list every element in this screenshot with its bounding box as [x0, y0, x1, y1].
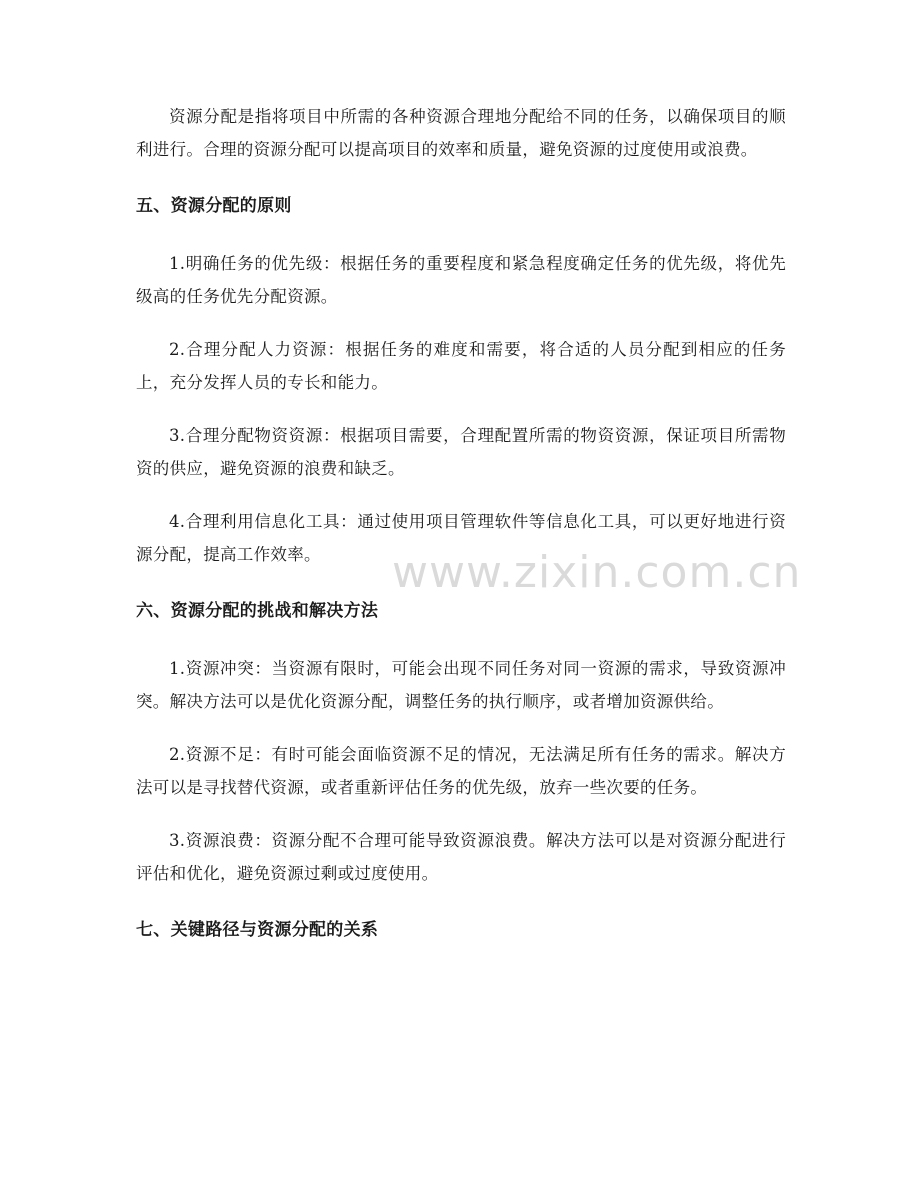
intro-paragraph: 资源分配是指将项目中所需的各种资源合理地分配给不同的任务，以确保项目的顺利进行。合理的资源分配可以提高项目的效率和质量，避免资源的过度使用或浪费。 [136, 107, 786, 159]
principle-item-4: 4.合理利用信息化工具：通过使用项目管理软件等信息化工具，可以更好地进行资源分配，提高工作效率。 [136, 512, 786, 564]
challenge-item-1: 1.资源冲突：当资源有限时，可能会出现不同任务对同一资源的需求，导致资源冲突。解决方法可以是优化资源分配，调整任务的执行顺序，或者增加资源供给。 [136, 659, 786, 711]
principle-item-2: 2.合理分配人力资源：根据任务的难度和需要，将合适的人员分配到相应的任务上，充分发挥人员的专长和能力。 [136, 340, 786, 392]
document-body [136, 100, 786, 971]
watermark: www.zixin.com.cn [392, 547, 802, 598]
challenge-item-3: 3.资源浪费：资源分配不合理可能导致资源浪费。解决方法可以是对资源分配进行评估和优化，避免资源过剩或过度使用。 [136, 831, 786, 883]
principle-item-1: 1.明确任务的优先级：根据任务的重要程度和紧急程度确定任务的优先级，将优先级高的任务优先分配资源。 [136, 254, 786, 306]
section-heading-critical-path: 七、关键路径与资源分配的关系 [136, 920, 379, 940]
section-heading-challenges: 六、资源分配的挑战和解决方法 [136, 601, 379, 621]
principle-item-3: 3.合理分配物资资源：根据项目需要，合理配置所需的物资资源，保证项目所需物资的供应，避免资源的浪费和缺乏。 [136, 426, 786, 478]
section-heading-principles: 五、资源分配的原则 [136, 196, 292, 216]
challenge-item-2: 2.资源不足：有时可能会面临资源不足的情况，无法满足所有任务的需求。解决方法可以是寻找替代资源，或者重新评估任务的优先级，放弃一些次要的任务。 [136, 745, 786, 797]
